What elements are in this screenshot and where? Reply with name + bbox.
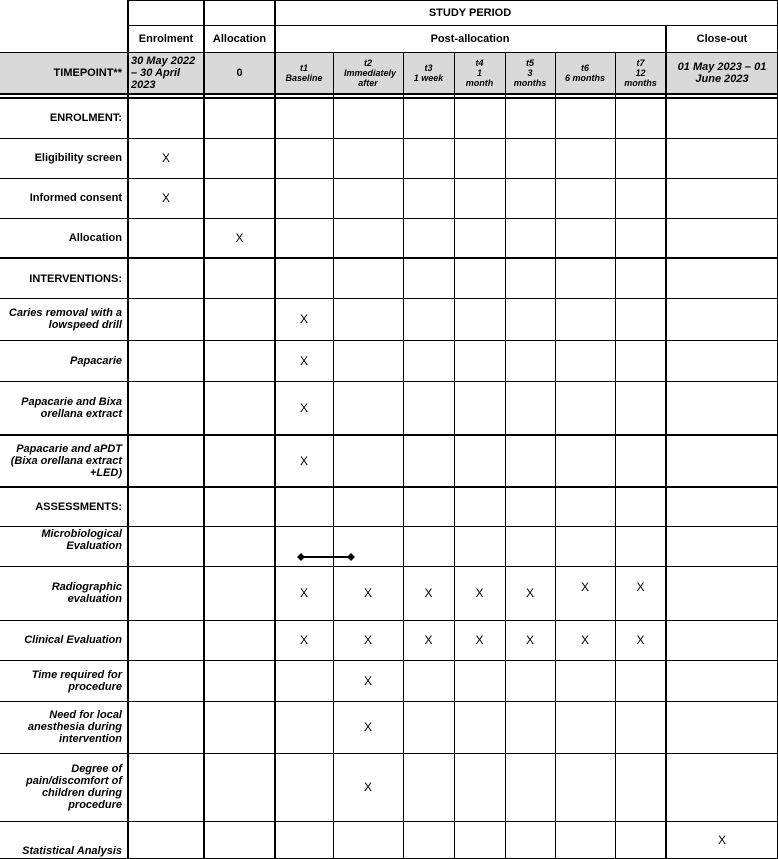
grid-line <box>127 25 778 26</box>
section-assessments: ASSESSMENTS: <box>35 501 122 513</box>
mark-radio-t6: X <box>580 580 589 594</box>
timepoint-desc: 1 week <box>413 73 444 83</box>
grid-line <box>0 753 778 754</box>
grid-line <box>0 486 778 488</box>
grid-line <box>0 178 778 179</box>
section-enrolment: ENROLMENT: <box>49 112 122 124</box>
grid-line <box>505 52 506 859</box>
grid-line <box>0 701 778 702</box>
row-papacarie-label: Papacarie <box>70 354 122 367</box>
mark-radio-t7: X <box>636 580 645 594</box>
grid-line <box>555 52 556 859</box>
mark-clinical-t7: X <box>636 633 645 647</box>
mark-eligibility-enrolment: X <box>161 151 170 165</box>
grid-line <box>0 340 778 341</box>
row-eligibility-label: Eligibility screen <box>34 152 122 164</box>
micro-range-arrow <box>297 549 355 559</box>
timepoint-desc: 6 months <box>564 73 605 83</box>
enrolment-header: Enrolment <box>138 32 194 45</box>
allocation-timepoint: 0 <box>236 67 243 79</box>
row-anesthesia-label: Need for local anesthesia during intervention <box>27 709 122 745</box>
enrolment-timepoint: 30 May 2022 – 30 April 2023 <box>131 55 196 91</box>
grid-line <box>0 52 778 53</box>
grid-line <box>0 97 778 99</box>
grid-line <box>0 298 778 299</box>
range-arrow-icon <box>297 552 355 562</box>
row-papacarie-apdt-label: Papacarie and aPDT (Bixa orellana extract +LED) <box>10 443 122 479</box>
grid-line <box>333 52 334 859</box>
grid-line <box>454 52 455 859</box>
timepoint-t6 <box>555 52 615 94</box>
mark-caries-drill-t1: X <box>299 312 308 326</box>
mark-pain-t2: X <box>363 780 372 794</box>
row-consent-label: Informed consent <box>29 192 122 204</box>
timepoint-id: t6 <box>580 63 589 73</box>
mark-radio-t2: X <box>363 586 372 600</box>
grid-line <box>127 0 778 1</box>
mark-anesthesia-t2: X <box>363 720 372 734</box>
grid-line <box>0 138 778 139</box>
closeout-timepoint: 01 May 2023 – 01 June 2023 <box>677 61 767 85</box>
section-interventions: INTERVENTIONS: <box>29 272 122 285</box>
timepoint-desc: Immediately after <box>344 68 397 88</box>
mark-stats-closeout: X <box>717 833 726 847</box>
grid-line <box>0 660 778 661</box>
grid-line <box>0 566 778 567</box>
mark-clinical-t5: X <box>525 633 534 647</box>
timepoint-desc: 1 month <box>465 68 494 88</box>
mark-radio-t5: X <box>525 586 534 600</box>
grid-line <box>0 257 778 259</box>
timepoint-t7 <box>615 52 666 94</box>
timepoint-t4 <box>454 52 505 94</box>
timepoint-t1 <box>275 52 333 94</box>
grid-line <box>0 620 778 621</box>
timepoint-desc: Baseline <box>285 73 323 83</box>
grid-line <box>0 218 778 219</box>
timepoint-t5 <box>505 52 555 94</box>
grid-line <box>403 52 404 859</box>
row-clinical-label: Clinical Evaluation <box>24 634 122 646</box>
study-period-header: STUDY PERIOD <box>428 6 512 19</box>
mark-clinical-t1: X <box>299 633 308 647</box>
mark-radio-t1: X <box>299 586 308 600</box>
mark-clinical-t6: X <box>580 633 589 647</box>
timepoint-id: t5 <box>525 58 534 68</box>
timepoint-label: TIMEPOINT** <box>53 67 122 79</box>
grid-line <box>0 821 778 822</box>
timepoint-desc: 12 months <box>624 68 657 88</box>
grid-line <box>274 0 276 859</box>
mark-clinical-t3: X <box>424 633 433 647</box>
timepoint-id: t4 <box>475 58 484 68</box>
post-allocation-header: Post-allocation <box>430 32 510 45</box>
mark-papacarie-bixa-t1: X <box>299 400 308 415</box>
grid-line <box>0 526 778 527</box>
row-radio-label: Radiographic evaluation <box>51 581 122 605</box>
timepoint-t2 <box>333 52 403 94</box>
timepoint-id: t1 <box>299 63 308 73</box>
row-micro-label: Microbiological Evaluation <box>41 528 122 552</box>
grid-line <box>665 25 667 859</box>
timepoint-desc: 3 months <box>513 68 547 88</box>
close-out-header: Close-out <box>696 32 748 45</box>
grid-line <box>203 0 205 859</box>
mark-papacarie-apdt-t1: X <box>299 454 308 468</box>
grid-line <box>0 434 778 436</box>
mark-clinical-t2: X <box>363 633 372 647</box>
row-stats-label: Statistical Analysis <box>22 845 122 857</box>
timepoint-id: t2 <box>363 58 372 68</box>
timepoint-id: t3 <box>424 63 433 73</box>
timepoint-id: t7 <box>636 58 645 68</box>
mark-papacarie-t1: X <box>299 353 308 368</box>
mark-clinical-t4: X <box>475 633 484 647</box>
row-caries-drill-label: Caries removal with a lowspeed drill <box>8 307 122 331</box>
grid-line <box>615 52 616 859</box>
mark-time-required-t2: X <box>363 673 372 688</box>
mark-consent-enrolment: X <box>161 191 170 205</box>
mark-allocation: X <box>235 230 244 245</box>
row-pain-label: Degree of pain/discomfort of children during procedure <box>26 763 122 811</box>
grid-line <box>127 0 129 859</box>
timepoint-t3 <box>403 52 454 94</box>
allocation-header: Allocation <box>212 32 267 45</box>
row-papacarie-bixa-label: Papacarie and Bixa orellana extract <box>21 395 122 420</box>
mark-radio-t3: X <box>424 586 433 600</box>
row-allocation-label: Allocation <box>68 231 122 244</box>
row-time-required-label: Time required for procedure <box>31 668 122 693</box>
grid-line <box>0 381 778 382</box>
grid-line <box>0 93 778 95</box>
mark-radio-t4: X <box>475 586 484 600</box>
